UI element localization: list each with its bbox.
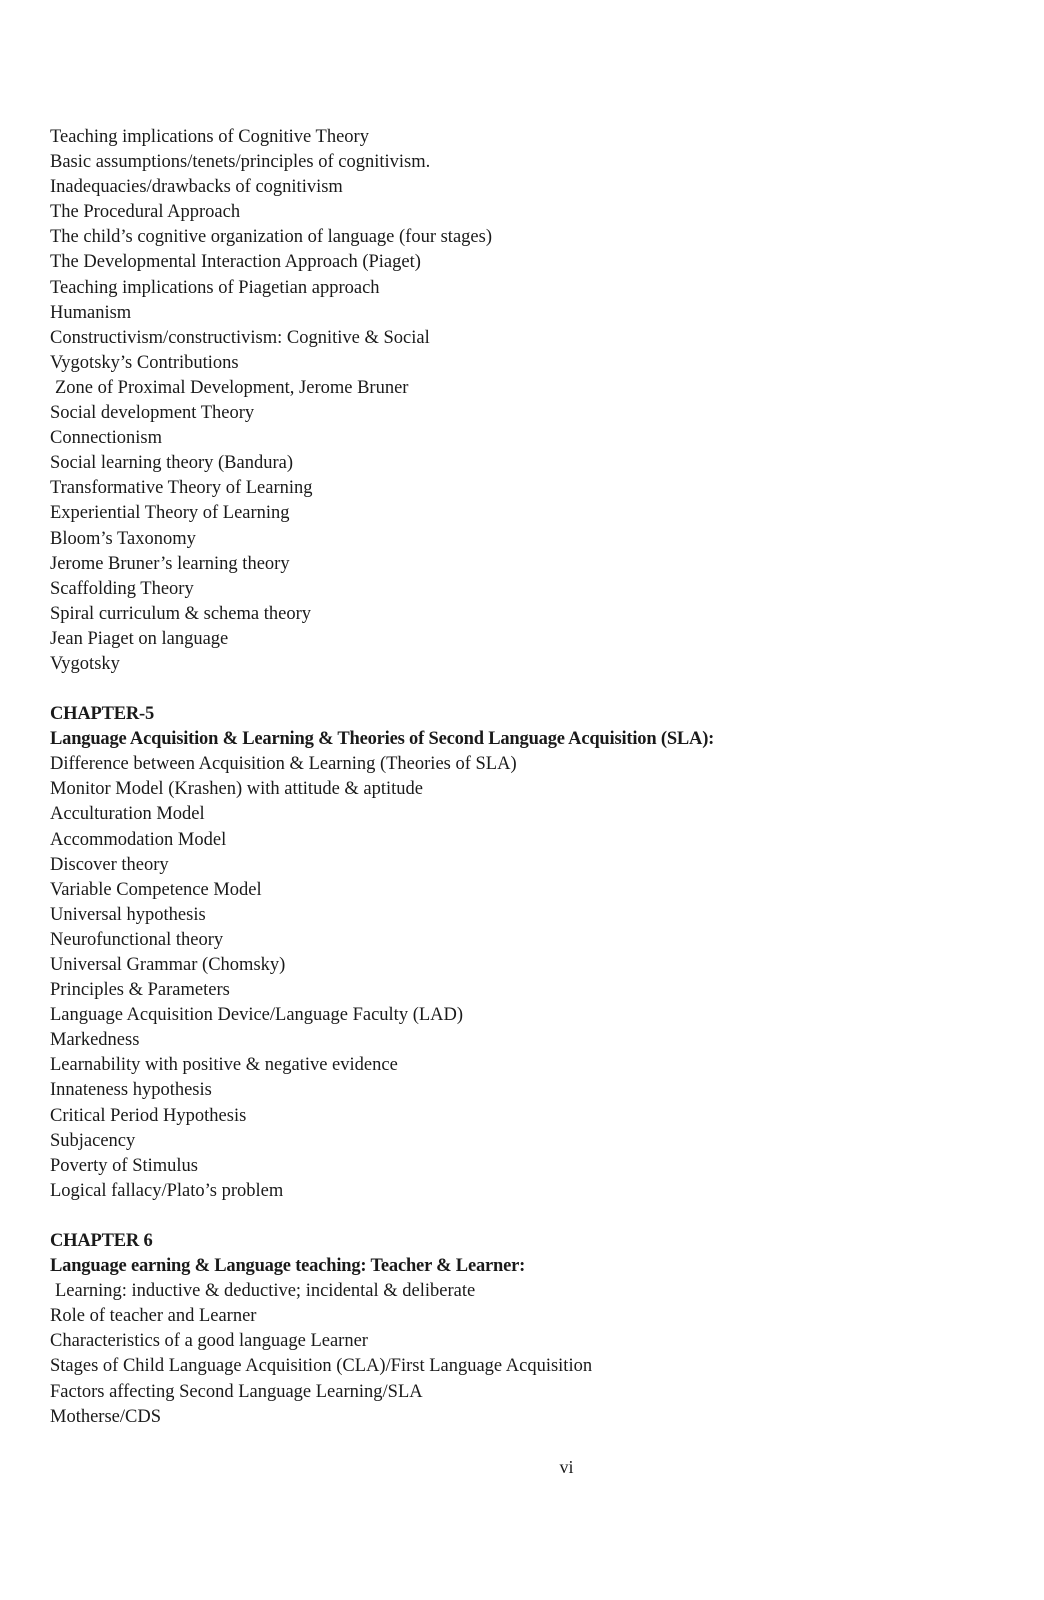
list-item: Transformative Theory of Learning	[50, 478, 313, 499]
list-item: Acculturation Model	[50, 804, 205, 825]
page-number: vi	[559, 1457, 574, 1477]
list-item: Neurofunctional theory	[50, 929, 224, 950]
list-item: Social development Theory	[50, 403, 255, 424]
list-item: Social learning theory (Bandura)	[50, 453, 293, 474]
list-item: Vygotsky	[50, 653, 120, 674]
list-item: Scaffolding Theory	[50, 578, 194, 599]
list-item: The Developmental Interaction Approach (Piaget)	[50, 252, 421, 273]
list-item: Zone of Proximal Development, Jerome Bruner	[55, 377, 409, 398]
list-item: Basic assumptions/tenets/principles of cognitivism.	[50, 152, 431, 173]
list-item: Jean Piaget on language	[50, 628, 229, 649]
list-item: Learnability with positive & negative evidence	[50, 1055, 398, 1076]
list-item: Stages of Child Language Acquisition (CLA)/First Language Acquisition	[50, 1356, 593, 1377]
contents-page	[50, 125, 1010, 1430]
list-item: The Procedural Approach	[50, 202, 241, 223]
list-item: Accommodation Model	[50, 829, 227, 850]
chapter-6-title: Language earning & Language teaching: Teacher & Learner:	[50, 1256, 526, 1277]
list-item: Universal hypothesis	[50, 904, 206, 925]
list-item: Humanism	[50, 302, 132, 323]
list-item: Role of teacher and Learner	[50, 1306, 257, 1327]
chapter-5-label: CHAPTER-5	[50, 704, 155, 725]
list-item: Constructivism/constructivism: Cognitive & Social	[50, 327, 430, 348]
list-item: Difference between Acquisition & Learning (Theories of SLA)	[50, 754, 517, 775]
chapter-6-label: CHAPTER 6	[50, 1230, 153, 1251]
list-item: Variable Competence Model	[50, 879, 262, 900]
list-item: Subjacency	[50, 1130, 136, 1151]
list-item: Universal Grammar (Chomsky)	[50, 955, 286, 975]
section-four-topic-list	[50, 125, 1010, 677]
list-item: Logical fallacy/Plato’s problem	[50, 1180, 284, 1201]
list-item: Vygotsky’s Contributions	[50, 352, 239, 373]
list-item: Learning: inductive & deductive; incidental & deliberate	[55, 1281, 476, 1302]
chapter-6-section	[50, 1229, 1010, 1430]
list-item: Innateness hypothesis	[50, 1080, 212, 1101]
list-item: The child’s cognitive organization of language (four stages)	[50, 227, 492, 248]
list-item: Inadequacies/drawbacks of cognitivism	[50, 177, 343, 198]
list-item: Language Acquisition Device/Language Faculty (LAD)	[50, 1005, 464, 1026]
list-item: Characteristics of a good language Learner	[50, 1331, 368, 1352]
list-item: Experiential Theory of Learning	[50, 503, 290, 524]
list-item: Spiral curriculum & schema theory	[50, 603, 311, 624]
section-spacer	[50, 1204, 1010, 1229]
list-item: Poverty of Stimulus	[50, 1155, 199, 1176]
list-item: Jerome Bruner’s learning theory	[50, 553, 290, 574]
chapter-5-section	[50, 702, 1010, 1204]
list-item: Markedness	[50, 1030, 140, 1051]
list-item: Critical Period Hypothesis	[50, 1105, 247, 1126]
list-item: Bloom’s Taxonomy	[50, 528, 196, 549]
list-item: Connectionism	[50, 428, 163, 449]
list-item: Motherse/CDS	[50, 1406, 161, 1427]
section-spacer	[50, 677, 1010, 702]
list-item: Principles & Parameters	[50, 980, 230, 1001]
list-item: Teaching implications of Cognitive Theory	[50, 127, 369, 147]
list-item: Monitor Model (Krashen) with attitude & aptitude	[50, 779, 424, 800]
list-item: Teaching implications of Piagetian approach	[50, 277, 380, 298]
list-item: Discover theory	[50, 854, 169, 875]
list-item: Factors affecting Second Language Learning/SLA	[50, 1381, 423, 1402]
chapter-5-title: Language Acquisition & Learning & Theories of Second Language Acquisition (SLA):	[50, 729, 715, 750]
